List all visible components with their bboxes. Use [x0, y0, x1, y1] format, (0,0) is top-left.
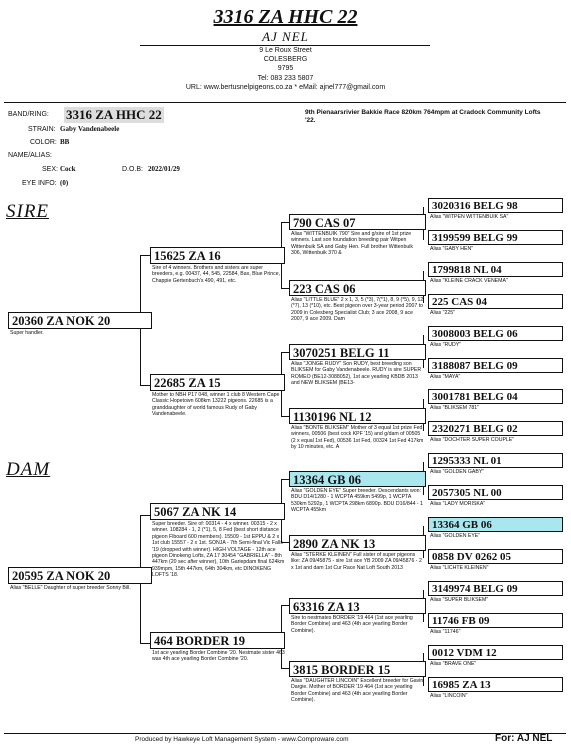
- gen4-pigeon-box[interactable]: [428, 230, 563, 245]
- dam-dam-box[interactable]: [150, 632, 285, 649]
- gen4-pigeon-box[interactable]: [428, 198, 563, 213]
- gen4-pigeon-ring: 2057305 NL 00: [432, 487, 502, 499]
- dam-dam-ring: 464 BORDER 19: [154, 634, 245, 648]
- gen3-pigeon-box[interactable]: [289, 661, 426, 677]
- footer-produced: Produced by Hawkeye Loft Management System - www.Comproware.com: [135, 736, 349, 743]
- sire-sire-ring: 15625 ZA 16: [154, 249, 221, 263]
- gen4-pigeon-ring: 3199599 BELG 99: [432, 232, 518, 244]
- gen4-pigeon-box[interactable]: [428, 549, 563, 564]
- gen4-pigeon-ring: 3149974 BELG 09: [432, 583, 518, 595]
- gen3-pigeon-desc: Alias "GOLDEN EYE" Super breeder. Descendants won: BDU D14/1280 - 1 WCPTA 459km 5499p, 1 WCPTA 530km 5292p, 1 WCPTA 298km 6890p. BDU D16/844 - 1 WCPTA 455km: [291, 488, 423, 514]
- sire-dam-ring: 22685 ZA 15: [154, 376, 221, 390]
- gen4-pigeon-box[interactable]: [428, 485, 563, 500]
- band-label: BAND/RING:: [8, 111, 49, 118]
- url-email: URL: www.bertusnelpigeons.co.za * eMail: ajnel777@gmail.com: [185, 84, 386, 91]
- gen4-pigeon-box[interactable]: [428, 613, 563, 628]
- gen3-pigeon-box[interactable]: [289, 471, 426, 487]
- gen4-pigeon-box[interactable]: [428, 517, 563, 532]
- gen3-pigeon-desc: Alias "DAUGHTER LINCOIN" Excellent breeder for Gavin Dargie. Mother of BORDER '19 464 (1st ace yearling Border Combine) and 463 (4th ace yearling Border Combine).: [291, 678, 424, 704]
- gen4-pigeon-desc: Alias "GOLDEN GABY": [430, 469, 485, 475]
- gen4-pigeon-ring: 3188087 BELG 09: [432, 360, 518, 372]
- header-owner: AJ NEL: [262, 29, 309, 44]
- footer-rule: [4, 733, 566, 734]
- gen4-pigeon-ring: 16985 ZA 13: [432, 679, 491, 691]
- gen4-pigeon-ring: 3020316 BELG 98: [432, 200, 518, 212]
- gen4-pigeon-ring: 3001781 BELG 04: [432, 391, 518, 403]
- gen4-pigeon-desc: Alias "GABY HEN": [430, 246, 474, 252]
- sex-label: SEX:: [42, 166, 58, 173]
- gen4-pigeon-ring: 3008003 BELG 06: [432, 328, 518, 340]
- gen4-pigeon-box[interactable]: [428, 262, 563, 277]
- gen4-pigeon-box[interactable]: [428, 421, 563, 436]
- header-ring: 3316 ZA HHC 22: [213, 6, 358, 28]
- address-line-2: COLESBERG: [263, 56, 308, 63]
- strain-label: STRAIN:: [28, 126, 56, 133]
- name-label: NAME/ALIAS:: [8, 152, 52, 159]
- connector: [281, 222, 289, 223]
- color-label: COLOR:: [30, 139, 57, 146]
- gen3-pigeon-ring: 1130196 NL 12: [293, 410, 372, 424]
- dob-label: D.O.B:: [122, 166, 144, 173]
- dam-desc: Alias "BELLE" Daughter of super breeder Sonny Bill.: [10, 585, 131, 591]
- gen3-pigeon-box[interactable]: [289, 535, 426, 551]
- strain-value: Gaby Vandenabeele: [60, 125, 120, 133]
- footer-for: For: AJ NEL: [495, 733, 553, 744]
- gen4-pigeon-ring: 13364 GB 06: [432, 519, 492, 531]
- header-owner-underline: [140, 45, 430, 46]
- gen4-pigeon-desc: Alias "LICHTE KLEINEN": [430, 565, 489, 571]
- gen4-pigeon-box[interactable]: [428, 389, 563, 404]
- dam-ring: 20595 ZA NOK 20: [12, 569, 111, 583]
- eye-value: (0): [60, 179, 69, 187]
- gen4-pigeon-box[interactable]: [428, 645, 563, 660]
- gen4-pigeon-desc: Alias "225": [430, 310, 456, 316]
- gen3-pigeon-desc: Alias "STERKE KLEINEN" Full sister of super pigeons like: ZA 09/45875 - sire 1st ace YB 2009 ZA 09/45876 - 2 x 1st and dam 1st Cur Race Nat Loft South 2013: [291, 552, 422, 571]
- gen3-pigeon-box[interactable]: [289, 280, 426, 296]
- gen4-pigeon-ring: 0012 VDM 12: [432, 647, 497, 659]
- connector: [140, 255, 150, 256]
- connector: [140, 643, 150, 644]
- gen4-pigeon-ring: 1799818 NL 04: [432, 264, 502, 276]
- color-value: BB: [60, 138, 70, 146]
- gen3-pigeon-ring: 63316 ZA 13: [293, 600, 360, 614]
- gen3-pigeon-ring: 3070251 BELG 11: [293, 346, 390, 360]
- gen3-pigeon-desc: Alias "BONTE BLIKSEM" Mother of 3 equal 1st prize Fed winners, 00506 (best cock KPF '15) and g/dam of 00505 (2 x equal 1st Fed), 00536 1st Fed, 00324 1st Fed 417km by 10 minutes, etc. A: [291, 425, 424, 451]
- telephone: Tel: 083 233 5807: [257, 75, 314, 82]
- sire-sire-desc: Sire of 4 winners. Brothers and sisters are super breeders, e.g. 00437, 44, 545, 22584, Bax, Blue Prince, Chappie Gertenbuch's 490, 491, etc.: [152, 265, 281, 284]
- gen4-pigeon-box[interactable]: [428, 326, 563, 341]
- gen3-pigeon-box[interactable]: [289, 214, 426, 230]
- gen3-pigeon-ring: 3815 BORDER 15: [293, 663, 391, 677]
- sire-heading: SIRE: [6, 201, 50, 222]
- gen4-pigeon-box[interactable]: [428, 453, 563, 468]
- gen3-pigeon-box[interactable]: [289, 344, 426, 360]
- address-line-1: 9 Le Roux Street: [259, 47, 312, 54]
- dam-sire-desc: Super breeder. Sire of: 00314 - 4 x winner. 00315 - 2 x winner. 108284 - 1, 2 (*1), 5, 8 Fed (best short distance pigeon Flboard 600 members). 15509 - 1st EPPU & 2 x 1st club 15557 - 2 x 1st. SONJA - 7th Semi-final Vic Falls '19 (dropped with winner). HIGH VOLTAGE - 12th ace pigeon Dinokeng Lofts, ZA 17 30454 "GABRIELLA" - 8th 447km (20 sec after winner), 10th Gariepdam final 624km 939mpm, 15th 447km, 64th 304km, etc DINOKENG LOFTS '18.: [152, 521, 285, 579]
- dam-dam-desc: 1st ace yearling Border Combine '20. Nestmate sister 463 was 4th ace yearling Border Combine '20.: [152, 650, 285, 663]
- gen3-pigeon-desc: Sire to nestmates BORDER '19 464 (1st ace yearling Border Combine) and 463 (4th ace yearling Border Combine).: [291, 615, 413, 634]
- dam-heading: DAM: [6, 459, 51, 480]
- address-line-3: 9795: [277, 65, 294, 72]
- gen4-pigeon-desc: Alias "KLEINE CRACK VENEMA": [430, 278, 508, 284]
- gen4-pigeon-ring: 225 CAS 04: [432, 296, 488, 308]
- gen3-pigeon-desc: Alias "LITTLE BLUE" 2 x 1, 3, 5 (*3), 7(*1), 8, 9 (*5), 9, 12 (*7), 13 (*10), etc. Best pigeon over 3-year period 2007 to 2009 in Colesberg Specialist Club; 3 ace 2008, 9 ace 2007, 9 ace 2009. Dam: [291, 297, 424, 323]
- gen4-pigeon-desc: Alias "LINCOIN": [430, 693, 468, 699]
- gen4-pigeon-desc: Alias "GOLDEN EYE": [430, 533, 481, 539]
- connector: [281, 352, 289, 353]
- dam-sire-box[interactable]: [150, 503, 285, 520]
- dam-sire-ring: 5067 ZA NK 14: [154, 505, 237, 519]
- gen4-pigeon-desc: Alias "BLIKSEM 781": [430, 405, 479, 411]
- gen3-pigeon-ring: 790 CAS 07: [293, 216, 356, 230]
- sire-ring: 20360 ZA NOK 20: [12, 314, 111, 328]
- gen4-pigeon-ring: 2320271 BELG 02: [432, 423, 518, 435]
- gen4-pigeon-desc: Alias "MAYA": [430, 374, 461, 380]
- band-value: 3316 ZA HHC 22: [66, 107, 162, 122]
- gen4-pigeon-desc: Alias "RUDY": [430, 342, 462, 348]
- gen4-pigeon-desc: Alias "DOCHTER SUPER COUPLE": [430, 437, 515, 443]
- gen3-pigeon-box[interactable]: [289, 408, 426, 424]
- gen4-pigeon-ring: 11746 FB 09: [432, 615, 490, 627]
- gen4-pigeon-box[interactable]: [428, 294, 563, 309]
- sire-dam-desc: Mother to NBH P17 048, winner 1 club 8 Western Cape Classic Hopetown 608km 13222 pigeons. 22685 is a granddaughter of world famous Rudy of Gaby Vandenabeele.: [152, 392, 280, 418]
- dam-box[interactable]: [8, 567, 152, 584]
- sire-box[interactable]: [8, 312, 152, 329]
- gen4-pigeon-desc: Alias "WITPEN WITTENBUIK SA": [430, 214, 509, 220]
- connector: [140, 515, 150, 516]
- gen4-pigeon-box[interactable]: [428, 581, 563, 596]
- sex-value: Cock: [60, 165, 76, 173]
- sire-sire-box[interactable]: [150, 247, 285, 264]
- gen4-pigeon-ring: 1295333 NL 01: [432, 455, 502, 467]
- gen3-pigeon-box[interactable]: [289, 598, 426, 614]
- gen4-pigeon-desc: Alias "BRAVE ONE": [430, 661, 477, 667]
- header-rule: [4, 102, 566, 103]
- dob-value: 2022/01/29: [148, 165, 180, 173]
- gen4-pigeon-desc: Alias "11746": [430, 629, 461, 635]
- connector: [281, 479, 289, 480]
- sire-dam-box[interactable]: [150, 374, 285, 391]
- gen4-pigeon-box[interactable]: [428, 358, 563, 373]
- sire-desc: Super handler.: [10, 330, 44, 336]
- gen3-pigeon-ring: 223 CAS 06: [293, 282, 356, 296]
- gen3-pigeon-ring: 13364 GB 06: [293, 473, 362, 487]
- gen4-pigeon-desc: Alias "SUPER BLIKSEM": [430, 597, 489, 603]
- gen4-pigeon-box[interactable]: [428, 677, 563, 692]
- connector: [140, 385, 150, 386]
- gen3-pigeon-ring: 2890 ZA NK 13: [293, 537, 376, 551]
- gen4-pigeon-ring: 0858 DV 0262 05: [432, 551, 511, 563]
- race-note: 9th Pienaarsrivier Bakkie Race 820km 764mpm at Cradock Community Lofts '22.: [305, 109, 541, 124]
- gen3-pigeon-desc: Alias "WITTENBUIK 790" Sire and g/sire of 1st prize winners. Last son foundation breeding pair Witpen Wittenbuik SA and Gaby Hen. Full brother Wittenbuik 306, Wittenbuik 370 &: [291, 231, 413, 257]
- gen3-pigeon-desc: Alias "JONGE RUDY" Son RUDY, best breeding son BLIKSEM for Gaby Vandenabeele. RUDY is sire SUPER ROMEO (BE12-3088052), 1st ace yearling KBDB 2013 and NEW BLIKSEM (BE13-: [291, 361, 422, 387]
- eye-label: EYE INFO:: [22, 180, 57, 187]
- gen4-pigeon-desc: Alias "LADY MORISKA": [430, 501, 486, 507]
